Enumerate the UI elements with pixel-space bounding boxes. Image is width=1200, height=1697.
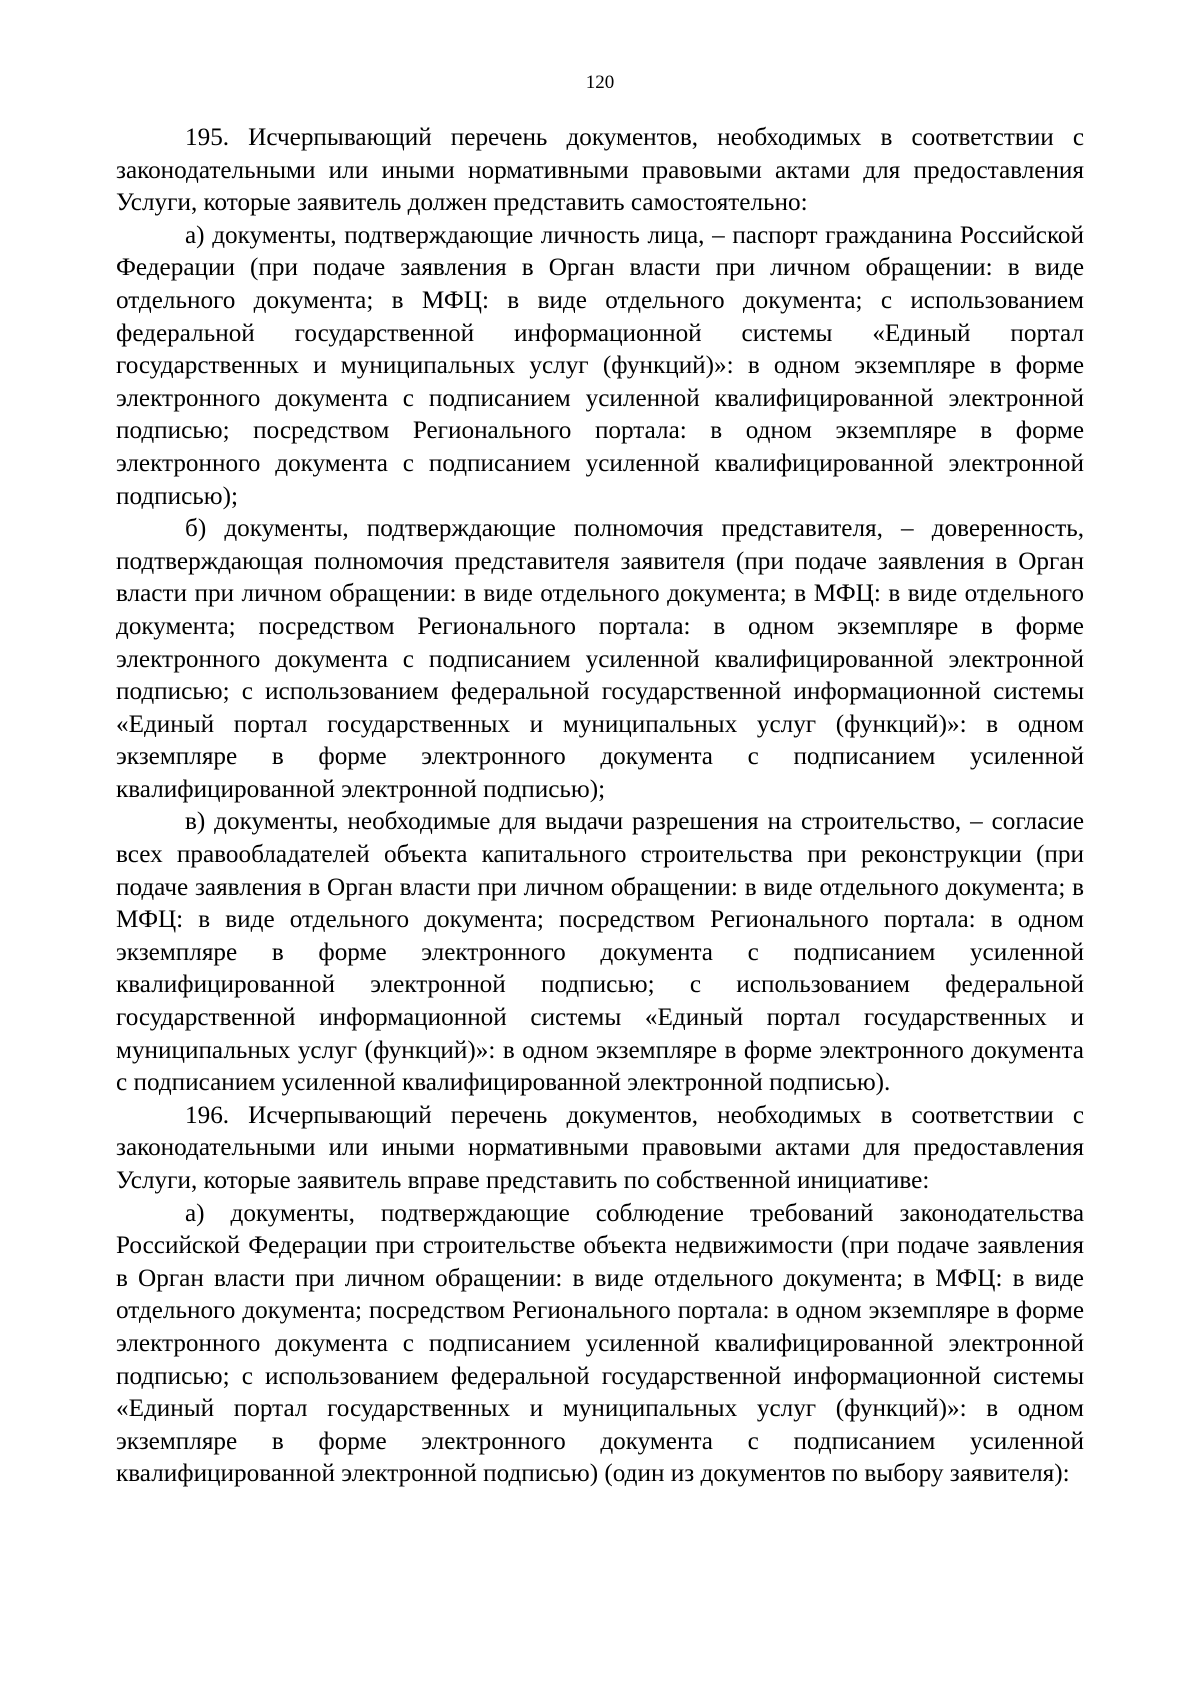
paragraph-195-item-v: в) документы, необходимые для выдачи разрешения на строительство, – согласие всех правообладателей объекта капитального строительства при реконструкции (при подаче заявления в Орган власти при личном обращении: в виде отдельного документа; в МФЦ: в виде отдельного документа; посредством Регионального портала: в одном экземпляре в форме электронного документа с подписанием усиленной квалифицированной электронной подписью; с использованием федеральной государственной информационной системы «Единый портал государственных и муниципальных услуг (функций)»: в одном экземпляре в форме электронного документа с подписанием усиленной квалифицированной электронной подписью). — [116, 808, 1084, 1097]
paragraph-196-item-a: а) документы, подтверждающие соблюдение требований законодательства Российской Федерации при строительстве объекта недвижимости (при подаче заявления в Орган власти при личном обращении: в виде отдельного документа; в МФЦ: в виде отдельного документа; посредством Регионального портала: в одном экземпляре в форме электронного документа с подписанием усиленной квалифицированной электронной подписью; с использованием федеральной государственной информационной системы «Единый портал государственных и муниципальных услуг (функций)»: в одном экземпляре в форме электронного документа с подписанием усиленной квалифицированной электронной подписью) (один из документов по выбору заявителя): — [116, 1199, 1084, 1488]
paragraph-195-item-a: а) документы, подтверждающие личность лица, – паспорт гражданина Российской Федерации (при подаче заявления в Орган власти при личном обращении: в виде отдельного документа; в МФЦ: в виде отдельного документа; с использованием федеральной государственной информационной системы «Единый портал государственных и муниципальных услуг (функций)»: в одном экземпляре в форме электронного документа с подписанием усиленной квалифицированной электронной подписью; посредством Регионального портала: в одном экземпляре в форме электронного документа с подписанием усиленной квалифицированной электронной подписью); — [116, 221, 1084, 510]
paragraph-195-item-b: б) документы, подтверждающие полномочия представителя, – доверенность, подтверждающая полномочия представителя заявителя (при подаче заявления в Орган власти при личном обращении: в виде отдельного документа; в МФЦ: в виде отдельного документа; посредством Регионального портала: в одном экземпляре в форме электронного документа с подписанием усиленной квалифицированной электронной подписью; с использованием федеральной государственной информационной системы «Единый портал государственных и муниципальных услуг (функций)»: в одном экземпляре в форме электронного документа с подписанием усиленной квалифицированной электронной подписью); — [116, 515, 1084, 803]
document-body — [116, 122, 1084, 1491]
paragraph-196: 196. Исчерпывающий перечень документов, необходимых в соответствии с законодательными или иными нормативными правовыми актами для предоставления Услуги, которые заявитель вправе представить по собственной инициативе: — [116, 1101, 1084, 1194]
page-number: 120 — [585, 72, 615, 93]
paragraph-195: 195. Исчерпывающий перечень документов, необходимых в соответствии с законодательными или иными нормативными правовыми актами для предоставления Услуги, которые заявитель должен представить самостоятельно: — [116, 124, 1084, 217]
